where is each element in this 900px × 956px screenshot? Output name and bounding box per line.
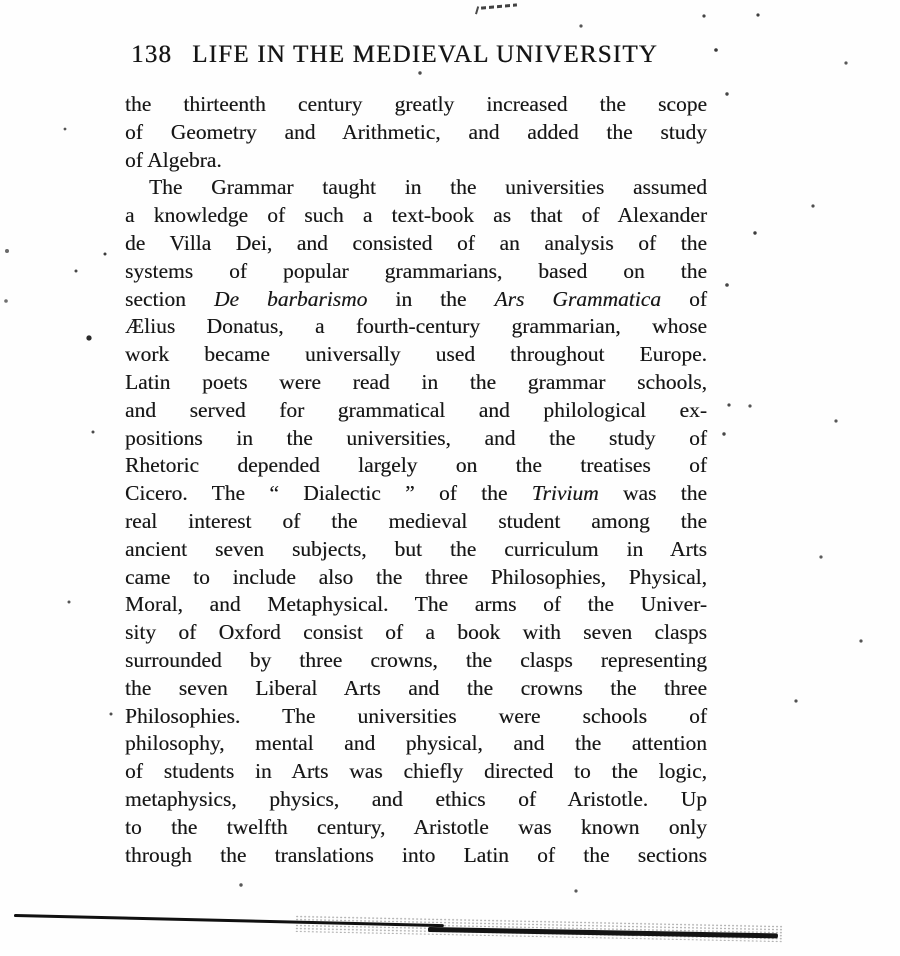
page-body-text (125, 91, 707, 869)
text-line: Latin poets were read in the grammar schools, (125, 369, 707, 394)
text-line: de Villa Dei, and consisted of an analysis of the (125, 230, 707, 255)
bottom-edge-shadow-line-thick (428, 927, 778, 938)
text-line: the seven Liberal Arts and the crowns the three (125, 675, 707, 700)
text-line: systems of popular grammarians, based on the (125, 258, 707, 283)
line-text: Cicero. The “ Dialectic ” of the (125, 481, 532, 506)
page-number: 138 (131, 41, 173, 68)
line-text: in the (367, 286, 495, 311)
line-text-italic: Ars Grammatica (494, 286, 662, 311)
line-text: of (661, 286, 707, 311)
text-line: of students in Arts was chiefly directed to the logic, (125, 759, 707, 784)
bottom-edge-smudge-band (295, 915, 783, 942)
text-line: came to include also the three Philosophies, Physical, (125, 564, 707, 589)
line-text: section (125, 286, 214, 311)
page-header (131, 41, 709, 69)
paragraph (125, 174, 707, 869)
text-line (125, 480, 707, 508)
text-line: Rhetoric depended largely on the treatises of (125, 453, 707, 478)
paragraph (125, 91, 707, 174)
text-line: of Algebra. (125, 147, 222, 172)
top-smudge-tick-artifact (475, 6, 484, 16)
line-text-italic: Trivium (531, 481, 599, 506)
text-line: The Grammar taught in the universities assumed (149, 175, 707, 200)
text-line: surrounded by three crowns, the clasps representing (125, 647, 707, 672)
text-line: work became universally used throughout Europe. (125, 342, 707, 367)
text-line: positions in the universities, and the study of (125, 425, 707, 450)
text-line (125, 286, 707, 314)
line-text-italic: De barbarismo (213, 286, 368, 311)
scan-noise-specks (0, 0, 2, 2)
running-title: LIFE IN THE MEDIEVAL UNIVERSITY (192, 41, 658, 68)
text-line: Ælius Donatus, a fourth-century grammarian, whose (125, 314, 707, 339)
text-line: Moral, and Metaphysical. The arms of the Univer- (125, 592, 707, 617)
text-line: through the translations into Latin of the sections (125, 842, 707, 867)
top-smudge-artifact (481, 3, 517, 9)
text-line: a knowledge of such a text-book as that of Alexander (125, 203, 707, 228)
text-line: real interest of the medieval student among the (125, 508, 707, 533)
text-line: of Geometry and Arithmetic, and added the study (125, 119, 707, 144)
text-line: to the twelfth century, Aristotle was known only (125, 814, 707, 839)
bottom-edge-shadow-line (14, 914, 444, 927)
text-line: ancient seven subjects, but the curriculum in Arts (125, 536, 707, 561)
text-line: Philosophies. The universities were schools of (125, 703, 707, 728)
text-line: philosophy, mental and physical, and the attention (125, 731, 707, 756)
text-line: sity of Oxford consist of a book with seven clasps (125, 620, 707, 645)
text-line: metaphysics, physics, and ethics of Aristotle. Up (125, 786, 707, 811)
line-text: was the (598, 481, 707, 506)
text-line: the thirteenth century greatly increased the scope (125, 92, 707, 116)
text-line: and served for grammatical and philological ex- (125, 397, 707, 422)
